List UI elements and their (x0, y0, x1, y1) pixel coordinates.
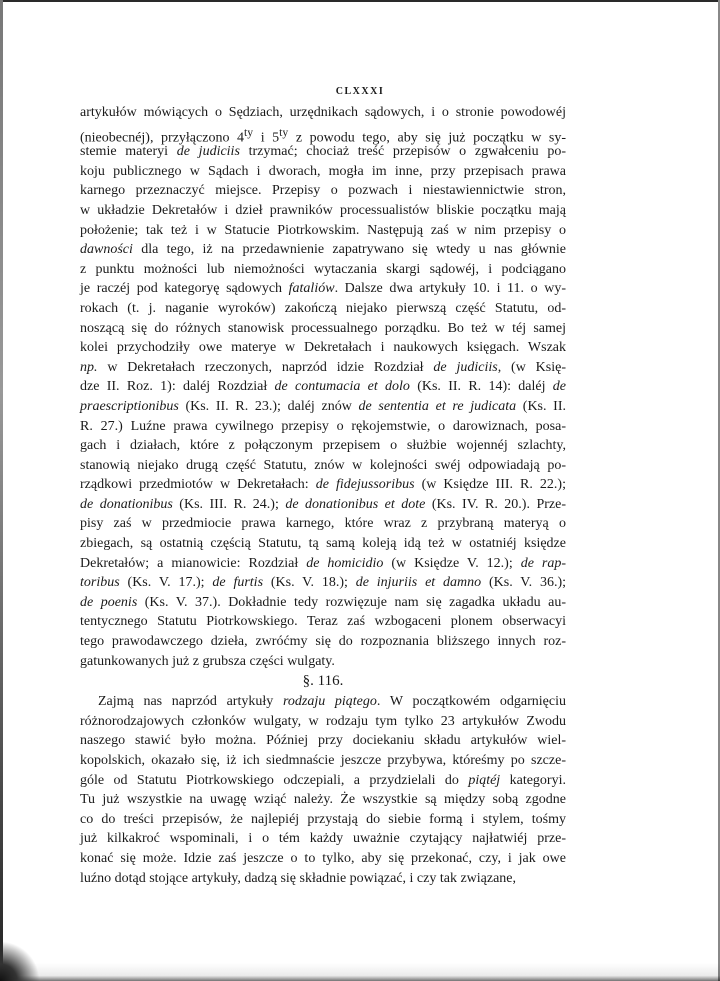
page-corner-shadow (0, 941, 40, 981)
paragraph-continued (80, 103, 566, 671)
text-line: zbiegach, są ostatnią częścią Statutu, tą samą koleją idą też w ostatniéj księdze (80, 536, 566, 552)
text-line: de donationibus (Ks. III. R. 24.); de donationibus et dote (Ks. IV. R. 20.). Prze- (80, 496, 566, 512)
page-bottom-shadow (0, 963, 720, 981)
body-text (80, 103, 566, 888)
text-line: co do treści przepisów, że najlepiéj przystają do siebie formą i stylem, tośmy (80, 811, 566, 827)
text-line: noszącą się do różnych stanowisk processualnego porządku. Bo też w téj samej (80, 320, 566, 336)
text-line: położenie; tak też i w Statucie Piotrkowskim. Następują zaś w nim przepisy o (80, 222, 566, 238)
text-line: toribus (Ks. V. 17.); de furtis (Ks. V. 18.); de injuriis et damno (Ks. V. 36.); (80, 575, 566, 591)
text-line: je raczéj pod kategoryę sądowych fataliów. Dalsze dwa artykuły 10. i 11. o wy- (80, 281, 566, 297)
page-number-header: CLXXXI (335, 86, 385, 97)
text-line: już kilkakroć wspominali, i o tém każdy uważnie czytający najłatwiéj prze- (80, 831, 566, 847)
text-line: rządkowi przedmiotów w Dekretałach: de fidejussoribus (w Księdze III. R. 22.); (80, 477, 566, 493)
paragraph-section-116 (80, 692, 566, 888)
text-line: w układzie Dekretałów i dzieł prawników processualistów bliskie początku mają (80, 202, 566, 218)
text-line: gatunkowanych już z grubsza części wulgaty. (80, 653, 335, 669)
text-line: kopolskich, okazało się, iż ich siedmnaście jeszcze przybywa, któreśmy po szcze- (80, 753, 566, 768)
text-line: dawności dla tego, iż na przedawnienie zapatrywano się wtedy u nas głównie (80, 242, 566, 258)
text-line: pisy zaś w przedmiocie prawa karnego, które wraz z przybraną materyą o (80, 516, 566, 532)
page-left-edge (0, 0, 3, 981)
text-line: karnego przeznaczyć miejsce. Przepisy o pozwach i niestawiennictwie stron, (80, 183, 566, 199)
text-line: góle od Statutu Piotrkowskiego odczepiali, a przydzielali do piątéj kategoryi. (80, 772, 566, 788)
text-line: gach i działach, które z połączonym przepisem o służbie wojennéj szlachty, (80, 438, 566, 454)
text-line: R. 27.) Luźne prawa cywilnego przepisy o rękojemstwie, o darowiznach, posa- (80, 418, 566, 434)
text-line: Dekretałów; a mianowicie: Rozdział de homicidio (w Księdze V. 12.); de rap- (80, 555, 566, 571)
text-line: Zajmą nas naprzód artykuły rodzaju piątego. W początkowém odgarnięciu (98, 694, 566, 710)
text-line: konać się może. Idzie zaś jeszcze o to tylko, aby się przekonać, czy, i jak owe (80, 850, 566, 866)
text-line: różnorodzajowych członków wulgaty, w rodzaju tym tylko 23 artykułów Zwodu (80, 713, 566, 729)
text-line: stemie materyi de judiciis trzymać; chociaż treść przepisów o zgwałceniu po- (80, 144, 567, 160)
text-line: luźno dotąd stojące artykuły, dadzą się składnie powiązać, i czy tak związane, (80, 870, 517, 886)
text-line: kolei przychodziły owe materye w Dekretałach i naukowych księgach. Wszak (80, 340, 566, 356)
text-line: z punktu możności lub niemożności wytaczania skargi sądowéj, i podciągano (80, 261, 566, 277)
text-line: rokach (t. j. naganie wyroków) zakończą niejako pierwszą część Statutu, od- (80, 300, 566, 316)
text-line: tego prawodawczego dzieła, zwróćmy się do rozpoznania bliższego innych roz- (80, 634, 566, 650)
page-top-edge (0, 0, 720, 2)
section-heading: §. 116. (302, 673, 344, 690)
text-line: np. w Dekretałach rzeczonych, naprzód idzie Rozdział de judiciis, (w Księ- (80, 359, 566, 375)
text-line: naszego stawić było można. Później przy dociekaniu składu artykułów wiel- (80, 733, 566, 749)
text-line: praescriptionibus (Ks. II. R. 23.); daléj znów de sententia et re judicata (Ks. II. (80, 398, 567, 414)
text-line: tentycznego Statutu Piotrkowskiego. Teraz zaś wzbogaceni plonem obserwacyi (80, 614, 566, 630)
text-line: stanowią niejako drugą część Statutu, znów w kolejności swéj odpowiadają po- (80, 457, 566, 473)
text-line: koju publicznego w Sądach i dworach, mogła im inne, przy przepisach prawa (80, 163, 566, 179)
text-line: artykułów mówiących o Sędziach, urzędnikach sądowych, i o stronie powodowéj (80, 105, 566, 120)
text-line: de poenis (Ks. V. 37.). Dokładnie tedy rozwięzuje nam się zagadka układu au- (80, 594, 566, 610)
text-line: Tu już wszystkie na uwagę wziąć należy. Że wszystkie są między sobą zgodne (80, 792, 566, 808)
text-line: (nieobecnéj), przyłączono $4^{ty}$ i $5^{ty}$ z powodu tego, aby się już początku w sy- (80, 125, 566, 146)
text-line: dze II. Roz. 1): daléj Rozdział de contumacia et dolo (Ks. II. R. 14): daléj de (80, 379, 566, 395)
